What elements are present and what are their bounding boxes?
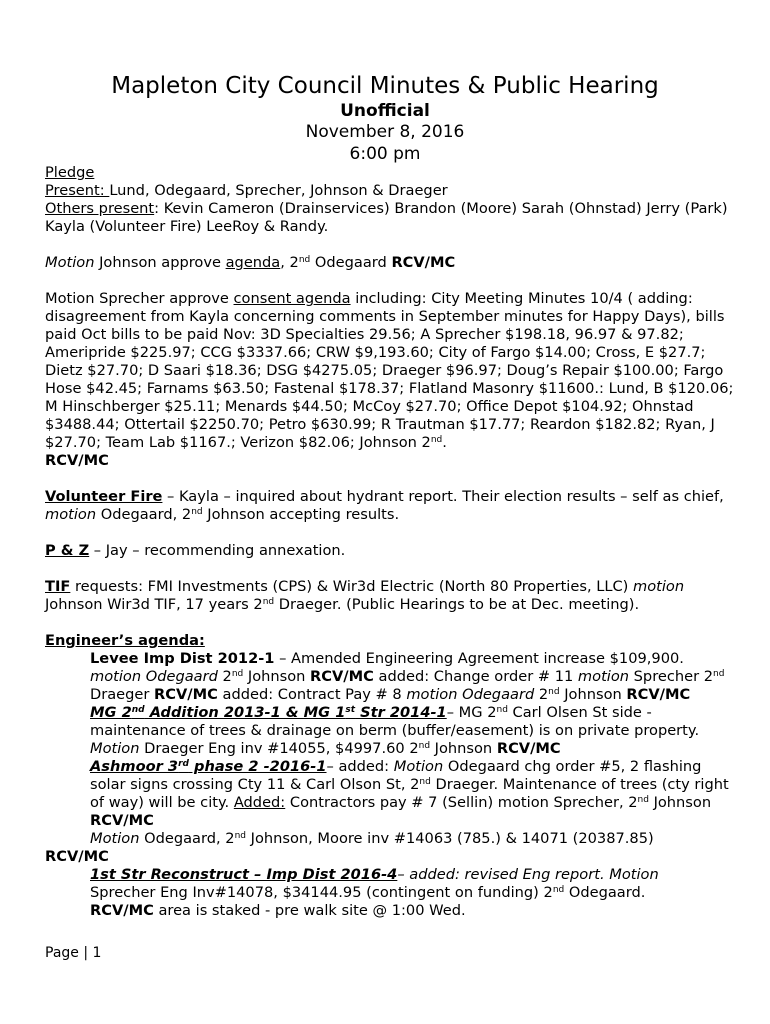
ashmoor-title bbox=[90, 758, 327, 775]
others-present bbox=[45, 200, 735, 236]
rcv-mc: RCV/MC bbox=[310, 668, 374, 685]
rcv-mc: RCV/MC bbox=[45, 848, 109, 865]
tif-paragraph bbox=[45, 578, 735, 614]
text: Draeger. (Public Hearings to be at Dec. meeting). bbox=[274, 596, 640, 613]
rcv-mc: RCV/MC bbox=[391, 254, 456, 271]
levee-title: Levee Imp Dist 2012-1 bbox=[90, 650, 275, 667]
present-label: Present: bbox=[45, 182, 110, 199]
text: Ashmoor 3 bbox=[90, 758, 179, 775]
first-str-item bbox=[45, 866, 735, 920]
ashmoor-item bbox=[45, 758, 735, 848]
ashmoor-rcv-line bbox=[45, 848, 735, 866]
rcv-mc: RCV/MC bbox=[496, 740, 561, 757]
bills-list: including: City Meeting Minutes 10/4 ( adding: disagreement from Kayla concerning comments in September minutes for Happy Days), bills paid Oct bills to be paid Nov: 3D Specialties 29.56; A Sprecher $198.18, 96.97 & 97.82; Ameripride $225.97; CCG $3337.66; CRW $9,193.60; City of Fargo $14.00; Cross, E $27.7; Dietz $27.70; D Saari $18.36; DSG $4275.05; Draeger $96.97; Doug’s Repair $100.00; Fargo Hose $42.45; Farnams $63.50; Fastenal $178.37; Flatland Masonry $11600.: Lund, B $120.06; M Hinschberger $25.11; Menards $44.50; McCoy $27.70; Office Depot $104.92; Ohnstad $3488.44; Ottertail $2250.70; Petro $630.99; R Trautman $17.77; Reardon $182.82; Ryan, J $27.70; Team Lab $1167.; Verizon $82.06; Johnson 2 bbox=[45, 290, 734, 451]
ordinal: nd bbox=[298, 255, 311, 265]
added-label: Added: bbox=[233, 794, 286, 811]
ordinal: nd bbox=[419, 777, 431, 787]
ordinal: nd bbox=[548, 687, 560, 697]
motion-word: Motion bbox=[393, 758, 444, 775]
motion-word: motion Odegaard bbox=[406, 686, 535, 703]
text: Sprecher 2 bbox=[629, 668, 714, 685]
text: added: Change order # 11 bbox=[373, 668, 578, 685]
text: – added: bbox=[326, 758, 394, 775]
first-str-title: 1st Str Reconstruct – Imp Dist 2016-4 bbox=[90, 866, 398, 883]
text: Motion Sprecher approve bbox=[45, 290, 234, 307]
ordinal: nd bbox=[552, 885, 565, 895]
rcv-mc: RCV/MC bbox=[154, 686, 218, 703]
text: Johnson approve bbox=[94, 254, 226, 271]
text: added: Contract Pay # 8 bbox=[217, 686, 407, 703]
text: Addition 2013-1 & MG 1 bbox=[144, 704, 346, 721]
text: area is staked - pre walk site @ 1:00 Wed. bbox=[153, 902, 466, 919]
present-names: Lund, Odegaard, Sprecher, Johnson & Draeger bbox=[109, 182, 448, 199]
rcv-mc: RCV/MC bbox=[626, 686, 691, 703]
ordinal: nd bbox=[191, 507, 203, 517]
document-title: Mapleton City Council Minutes & Public Hearing bbox=[111, 73, 659, 99]
text: Draeger bbox=[90, 686, 155, 703]
text: 2 bbox=[534, 686, 549, 703]
text: 2 bbox=[217, 668, 232, 685]
ordinal: rd bbox=[178, 759, 189, 769]
text: , 2 bbox=[280, 254, 299, 271]
text: Draeger Eng inv #14055, $4997.60 2 bbox=[139, 740, 419, 757]
present-line bbox=[45, 182, 735, 200]
text: Sprecher Eng Inv#14078, $34144.95 (contingent on funding) 2 bbox=[90, 884, 553, 901]
text: MG 2 bbox=[90, 704, 132, 721]
tif-heading: TIF bbox=[45, 578, 71, 595]
text: Odegaard, 2 bbox=[96, 506, 192, 523]
ordinal: nd bbox=[430, 435, 443, 445]
ordinal: st bbox=[345, 705, 356, 715]
pz-heading: P & Z bbox=[45, 542, 90, 559]
text: Odegaard, 2 bbox=[139, 830, 235, 847]
text: – Jay – recommending annexation. bbox=[89, 542, 346, 559]
pz-paragraph bbox=[45, 542, 735, 560]
volunteer-fire-paragraph bbox=[45, 488, 735, 524]
ordinal: nd bbox=[713, 669, 725, 679]
pledge bbox=[45, 164, 735, 182]
text: Carl Olsen St side - maintenance of trees & drainage on berm (buffer/easement) is on private property. bbox=[90, 704, 700, 739]
text: Odegaard. bbox=[564, 884, 646, 901]
engineer-heading bbox=[45, 632, 735, 650]
meeting-date: November 8, 2016 bbox=[305, 122, 465, 142]
ordinal: nd bbox=[131, 705, 145, 715]
text: Johnson accepting results. bbox=[202, 506, 400, 523]
text: Johnson, Moore inv #14063 (785.) & 14071 (20387.85) bbox=[246, 830, 654, 847]
motion-word: motion bbox=[633, 578, 685, 595]
text: phase 2 -2016-1 bbox=[188, 758, 327, 775]
text: Odegaard chg order #5, 2 flashing solar signs crossing Cty 11 & Carl Olson St, 2 bbox=[90, 758, 702, 793]
motion-word: Motion bbox=[90, 740, 140, 757]
text: Johnson bbox=[243, 668, 311, 685]
minutes-body bbox=[45, 164, 735, 920]
consent-agenda-label: consent agenda bbox=[233, 290, 351, 307]
agenda-word: agenda bbox=[225, 254, 281, 271]
motion-word: Motion bbox=[45, 254, 95, 271]
text: Johnson bbox=[648, 794, 712, 811]
engineer-agenda-label: Engineer’s agenda: bbox=[45, 632, 205, 649]
rcv-mc: RCV/MC bbox=[90, 812, 154, 829]
text: Odegaard bbox=[310, 254, 392, 271]
meeting-time: 6:00 pm bbox=[349, 144, 421, 164]
text: Str 2014-1 bbox=[355, 704, 447, 721]
consent-agenda-paragraph bbox=[45, 290, 735, 470]
text: – Amended Engineering Agreement increase $109,900. bbox=[274, 650, 684, 667]
mg-item bbox=[45, 704, 735, 758]
ordinal: nd bbox=[637, 795, 649, 805]
ordinal: nd bbox=[234, 831, 246, 841]
rcv-mc: RCV/MC bbox=[45, 452, 109, 469]
unofficial-label: Unofficial bbox=[340, 101, 430, 121]
text: – added: revised Eng report. Motion bbox=[397, 866, 659, 883]
pledge-label: Pledge bbox=[45, 164, 95, 181]
text: Johnson bbox=[559, 686, 627, 703]
motion-word: motion bbox=[577, 668, 630, 685]
motion-word: motion Odegaard bbox=[90, 668, 218, 685]
motion-word: motion bbox=[45, 506, 97, 523]
text: Contractors pay # 7 (Sellin) motion Sprecher, 2 bbox=[285, 794, 638, 811]
others-label: Others present bbox=[45, 200, 155, 217]
text: Johnson bbox=[430, 740, 497, 757]
text: . bbox=[442, 434, 447, 451]
ordinal: nd bbox=[496, 705, 508, 715]
text: requests: FMI Investments (CPS) & Wir3d Electric (North 80 Properties, LLC) bbox=[70, 578, 634, 595]
ordinal: nd bbox=[231, 669, 244, 679]
text: – Kayla – inquired about hydrant report. Their election results – self as chief, bbox=[162, 488, 724, 505]
text: – MG 2 bbox=[446, 704, 497, 721]
page-number: Page | 1 bbox=[45, 945, 102, 961]
rcv-mc: RCV/MC bbox=[90, 902, 154, 919]
levee-item bbox=[45, 650, 735, 704]
mg-title bbox=[90, 704, 447, 721]
motion-agenda bbox=[45, 254, 735, 272]
text: Johnson Wir3d TIF, 17 years 2 bbox=[45, 596, 263, 613]
others-names: : Kevin Cameron (Drainservices) Brandon (Moore) Sarah (Ohnstad) Jerry (Park) Kayla (Volunteer Fire) LeeRoy & Randy. bbox=[45, 200, 728, 235]
ordinal: nd bbox=[262, 597, 275, 607]
motion-word: Motion bbox=[90, 830, 140, 847]
volunteer-fire-heading: Volunteer Fire bbox=[45, 488, 163, 505]
text: Draeger. Maintenance of trees (cty right of way) will be city. bbox=[90, 776, 729, 811]
ordinal: nd bbox=[418, 741, 431, 751]
